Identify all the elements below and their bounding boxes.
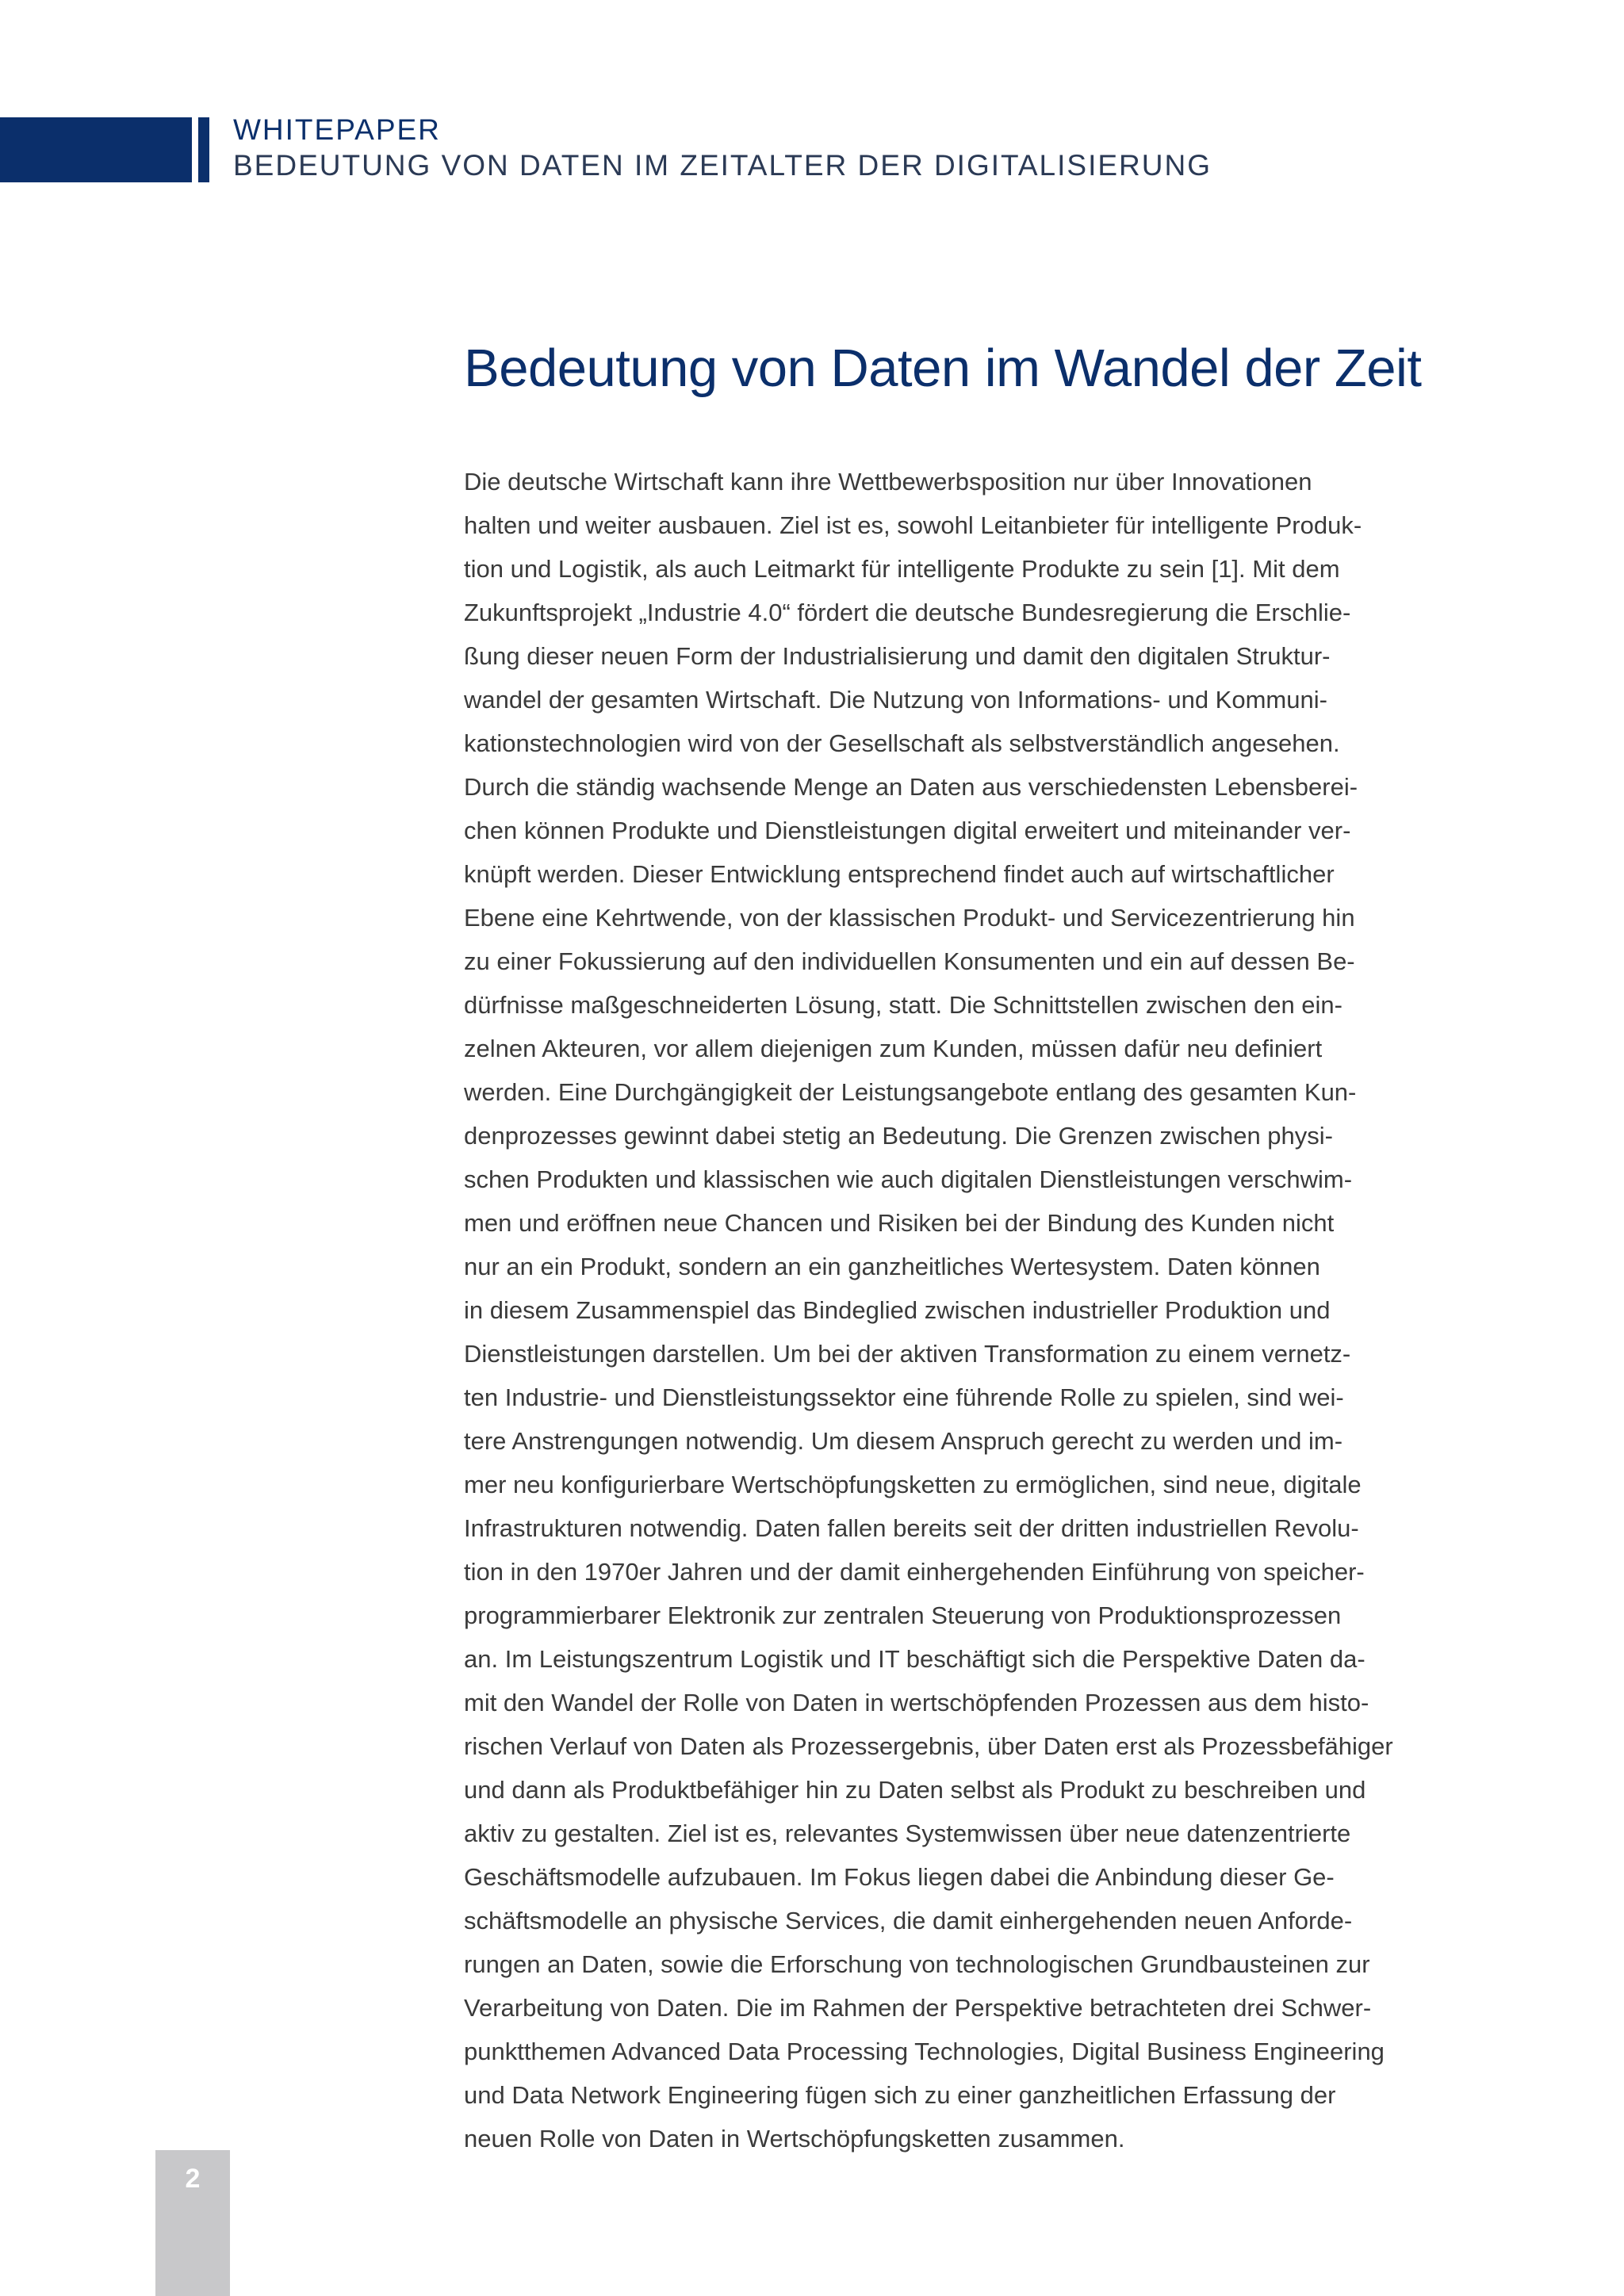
header-accent-stripe xyxy=(198,117,209,182)
body-line: neuen Rolle von Daten in Wertschöpfungsketten zusammen. xyxy=(464,2125,1125,2152)
body-line: tere Anstrengungen notwendig. Um diesem Anspruch gerecht zu werden und im- xyxy=(464,1427,1343,1455)
body-line: wandel der gesamten Wirtschaft. Die Nutzung von Informations- und Kommuni- xyxy=(464,686,1327,714)
body-line: Verarbeitung von Daten. Die im Rahmen der Perspektive betrachteten drei Schwer- xyxy=(464,1994,1372,2022)
body-line: kationstechnologien wird von der Gesellschaft als selbstverständlich angesehen. xyxy=(464,729,1340,757)
body-line: programmierbarer Elektronik zur zentralen Steuerung von Produktionsprozessen xyxy=(464,1601,1342,1629)
header-color-bar xyxy=(0,117,192,182)
body-line: Ebene eine Kehrtwende, von der klassischen Produkt- und Servicezentrierung hin xyxy=(464,904,1355,932)
running-header xyxy=(233,113,1212,184)
body-line: denprozesses gewinnt dabei stetig an Bedeutung. Die Grenzen zwischen physi- xyxy=(464,1122,1333,1150)
body-line: ten Industrie- und Dienstleistungssektor eine führende Rolle zu spielen, sind wei- xyxy=(464,1383,1344,1411)
body-line: aktiv zu gestalten. Ziel ist es, relevantes Systemwissen über neue datenzentrierte xyxy=(464,1820,1351,1847)
body-line: halten und weiter ausbauen. Ziel ist es, sowohl Leitanbieter für intelligente Produk- xyxy=(464,511,1362,539)
body-line: Infrastrukturen notwendig. Daten fallen bereits seit der dritten industriellen Revolu- xyxy=(464,1514,1359,1542)
body-line: chen können Produkte und Dienstleistungen digital erweitert und miteinander ver- xyxy=(464,817,1351,844)
body-line: Die deutsche Wirtschaft kann ihre Wettbewerbsposition nur über Innovationen xyxy=(464,468,1312,496)
body-paragraph xyxy=(464,460,1439,2160)
body-line: und Data Network Engineering fügen sich zu einer ganzheitlichen Erfassung der xyxy=(464,2081,1336,2109)
body-line: rungen an Daten, sowie die Erforschung von technologischen Grundbausteinen zur xyxy=(464,1950,1370,1978)
body-line: Dienstleistungen darstellen. Um bei der aktiven Transformation zu einem vernetz- xyxy=(464,1340,1351,1368)
body-line: mer neu konfigurierbare Wertschöpfungsketten zu ermöglichen, sind neue, digitale xyxy=(464,1471,1362,1498)
body-line: zu einer Fokussierung auf den individuellen Konsumenten und ein auf dessen Be- xyxy=(464,947,1355,975)
page-number: 2 xyxy=(185,2164,201,2194)
body-line: schäftsmodelle an physische Services, die damit einhergehenden neuen Anforde- xyxy=(464,1907,1353,1934)
body-line: Zukunftsprojekt „Industrie 4.0“ fördert die deutsche Bundesregierung die Erschlie- xyxy=(464,599,1351,626)
body-line: an. Im Leistungszentrum Logistik und IT beschäftigt sich die Perspektive Daten da- xyxy=(464,1645,1365,1673)
body-line: punktthemen Advanced Data Processing Technologies, Digital Business Engineering xyxy=(464,2038,1385,2065)
body-line: werden. Eine Durchgängigkeit der Leistungsangebote entlang des gesamten Kun- xyxy=(464,1078,1357,1106)
body-line: Durch die ständig wachsende Menge an Daten aus verschiedensten Lebensberei- xyxy=(464,773,1358,801)
header-label: WHITEPAPER xyxy=(233,113,441,146)
body-line: dürfnisse maßgeschneiderten Lösung, statt. Die Schnittstellen zwischen den ein- xyxy=(464,991,1342,1019)
body-line: rischen Verlauf von Daten als Prozessergebnis, über Daten erst als Prozessbefähiger xyxy=(464,1732,1393,1760)
body-line: zelnen Akteuren, vor allem diejenigen zum Kunden, müssen dafür neu definiert xyxy=(464,1035,1323,1062)
body-line: schen Produkten und klassischen wie auch digitalen Dienstleistungen verschwim- xyxy=(464,1165,1353,1193)
body-line: tion in den 1970er Jahren und der damit einhergehenden Einführung von speicher- xyxy=(464,1558,1365,1586)
body-line: und dann als Produktbefähiger hin zu Daten selbst als Produkt zu beschreiben und xyxy=(464,1776,1366,1804)
body-line: Geschäftsmodelle aufzubauen. Im Fokus liegen dabei die Anbindung dieser Ge- xyxy=(464,1863,1335,1891)
body-line: nur an ein Produkt, sondern an ein ganzheitliches Wertesystem. Daten können xyxy=(464,1253,1320,1280)
body-line: tion und Logistik, als auch Leitmarkt für intelligente Produkte zu sein [1]. Mit dem xyxy=(464,555,1340,583)
body-line: ßung dieser neuen Form der Industrialisierung und damit den digitalen Struktur- xyxy=(464,642,1331,670)
body-line: knüpft werden. Dieser Entwicklung entsprechend findet auch auf wirtschaftlicher xyxy=(464,860,1335,888)
page-title: Bedeutung von Daten im Wandel der Zeit xyxy=(464,339,1422,398)
header-subtitle: BEDEUTUNG VON DATEN IM ZEITALTER DER DIGITALISIERUNG xyxy=(233,149,1212,182)
body-line: in diesem Zusammenspiel das Bindeglied zwischen industrieller Produktion und xyxy=(464,1296,1331,1324)
body-line: mit den Wandel der Rolle von Daten in wertschöpfenden Prozessen aus dem histo- xyxy=(464,1689,1369,1716)
body-line: men und eröffnen neue Chancen und Risiken bei der Bindung des Kunden nicht xyxy=(464,1209,1335,1237)
